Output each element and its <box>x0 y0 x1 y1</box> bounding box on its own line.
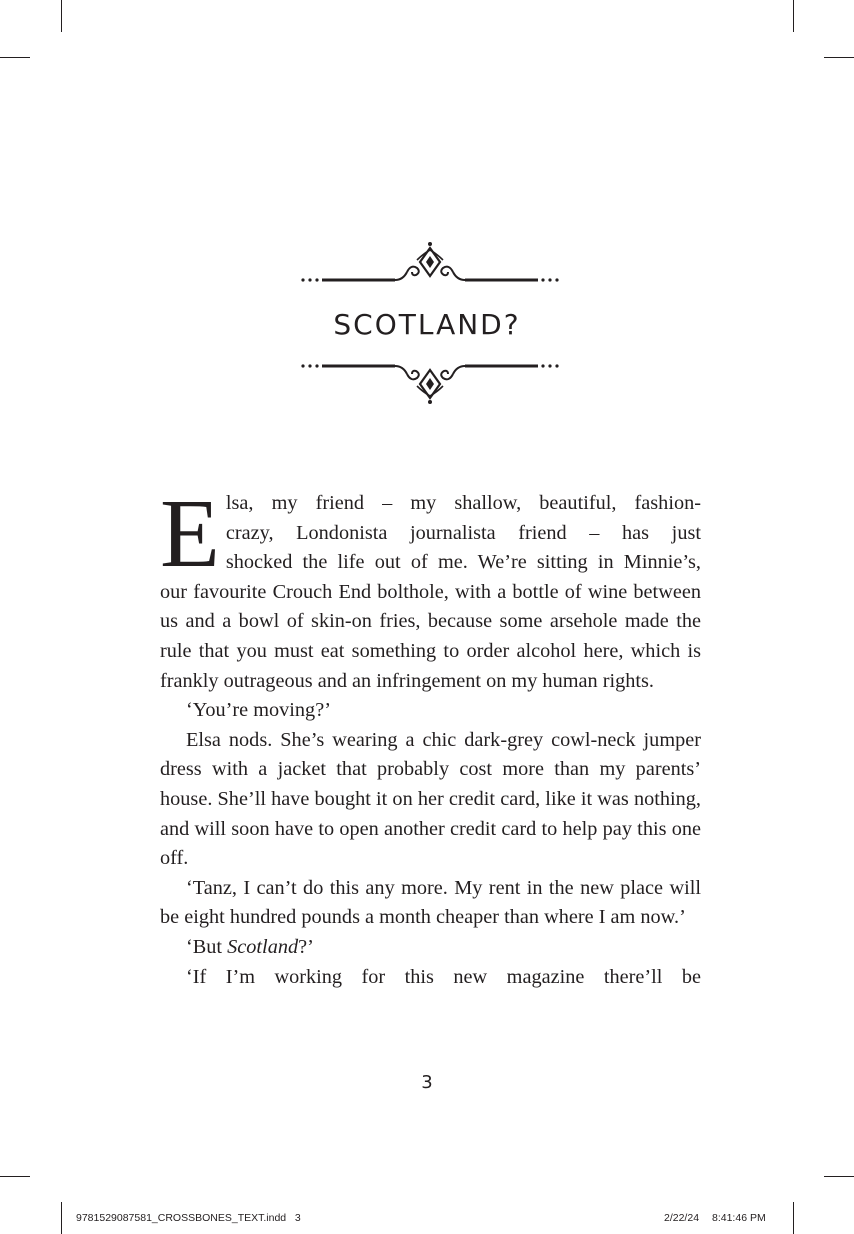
crop-mark-top-right-v <box>793 0 794 32</box>
page-number: 3 <box>421 1072 433 1093</box>
ornament-top-flourish-icon <box>295 238 565 308</box>
drop-cap: E <box>160 480 220 588</box>
crop-mark-top-left-v <box>61 0 62 32</box>
ornament-bottom-flourish-icon <box>295 352 565 422</box>
but-scotland-italic: Scotland <box>227 935 299 958</box>
slug-date: 2/22/24 <box>664 1212 700 1224</box>
paragraph-if-working: ‘If I’m working for this new magazine there’ll be <box>186 965 701 988</box>
paragraph-tanz-rent: ‘Tanz, I can’t do this any more. My rent in the new place will be eight hundred pounds a month cheaper than where I am now.’ <box>160 876 701 929</box>
crop-mark-bottom-left-h <box>0 1176 30 1177</box>
crop-mark-bottom-right-h <box>824 1176 854 1177</box>
opening-line-2: crazy, Londonista journalista friend – has just <box>225 521 701 544</box>
but-scotland-suffix: ?’ <box>298 935 314 958</box>
paragraph-opening-rest: our favourite Crouch End bolthole, with a bottle of wine between us and a bowl of skin-on fries, because some arsehole made the rule that you must eat something to order alcohol here, which is frankly outrageous and an infringement on my human rights. <box>160 580 701 692</box>
crop-mark-top-right-h <box>824 57 854 58</box>
crop-mark-bottom-left-v <box>61 1202 62 1234</box>
paragraph-dialogue-moving: ‘You’re moving?’ <box>186 699 331 722</box>
paragraph-but-scotland <box>160 933 701 963</box>
chapter-title: SCOTLAND? <box>333 308 521 341</box>
slug-file-name: 9781529087581_CROSSBONES_TEXT.indd 3 <box>76 1212 301 1224</box>
paragraph-elsa-nods: Elsa nods. She’s wearing a chic dark-grey cowl-neck jumper dress with a jacket that probably cost more than my parents’ house. She’ll have bought it on her credit card, like it was nothing, and will soon have to open another credit card to help pay this one off. <box>160 728 701 870</box>
paragraph-opening <box>160 480 701 588</box>
crop-mark-top-left-h <box>0 57 30 58</box>
slug-time: 8:41:46 PM <box>712 1212 766 1224</box>
chapter-body <box>160 480 701 992</box>
opening-line-3: shocked the life out of me. We’re sitting in Minnie’s, <box>225 551 701 574</box>
but-scotland-prefix: ‘But <box>186 935 228 958</box>
opening-line-1: lsa, my friend – my shallow, beautiful, fashion- <box>225 492 701 514</box>
crop-mark-bottom-right-v <box>793 1202 794 1234</box>
